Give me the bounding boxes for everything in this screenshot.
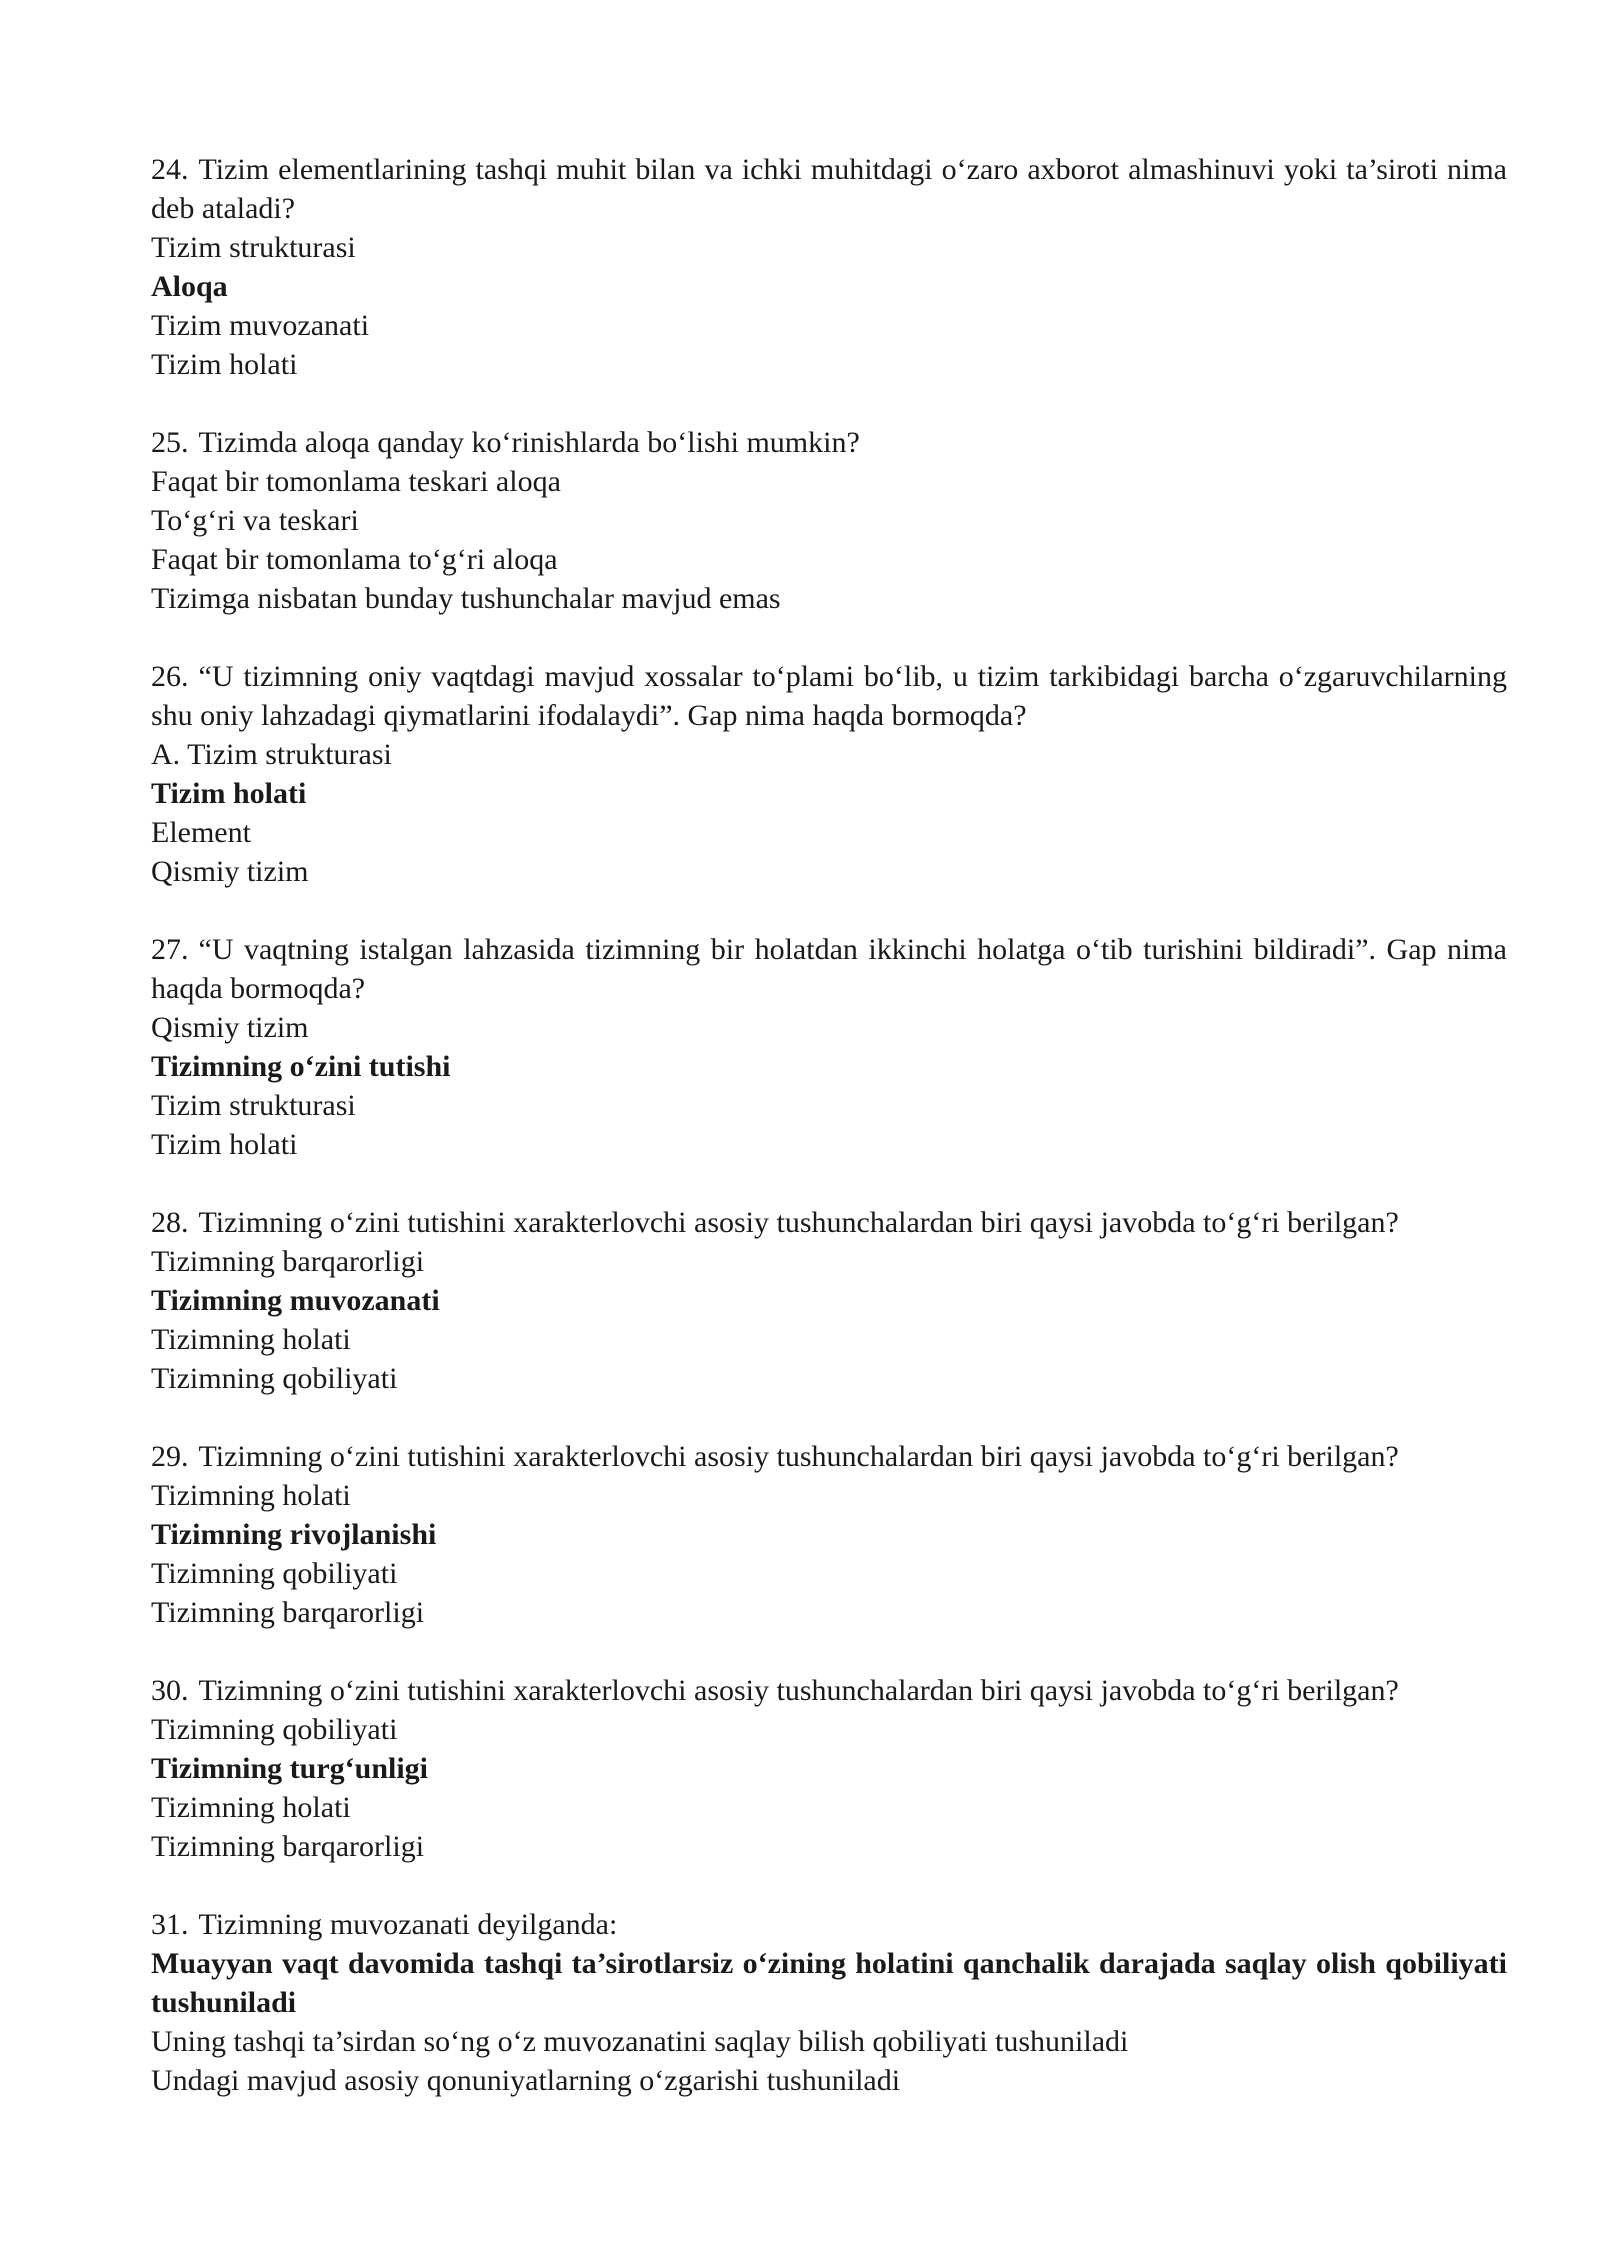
answer-option-correct: Tizimning turg‘unligi: [151, 1752, 429, 1785]
question-text: [151, 1671, 1507, 1710]
answer-option: Tizimning holati: [151, 1323, 351, 1356]
question-text: [151, 657, 1507, 735]
question-31: [151, 1905, 1507, 2100]
question-26: [151, 657, 1507, 891]
answer-option: Uning tashqi ta’sirdan so‘ng o‘z muvozanatini saqlay bilish qobiliyati tushuniladi: [151, 2025, 1129, 2058]
question-body: “U tizimning oniy vaqtdagi mavjud xossalar to‘plami bo‘lib, u tizim tarkibidagi barcha o‘zgaruvchilarning shu oniy lahzadagi qiymatlarini ifodalaydi”. Gap nima haqda bormoqda?: [151, 660, 1507, 732]
question-27: [151, 930, 1507, 1164]
answer-option: A. Tizim strukturasi: [151, 738, 392, 771]
question-body: Tizimda aloqa qanday ko‘rinishlarda bo‘lishi mumkin?: [198, 426, 860, 459]
question-text: [151, 150, 1507, 228]
answer-option-correct: Tizimning muvozanati: [151, 1284, 440, 1317]
question-body: “U vaqtning istalgan lahzasida tizimning bir holatdan ikkinchi holatga o‘tib turishini bildiradi”. Gap nima haqda bormoqda?: [151, 933, 1507, 1005]
question-text: [151, 1203, 1507, 1242]
answer-option: Tizimning barqarorligi: [151, 1245, 425, 1278]
question-30: [151, 1671, 1507, 1866]
question-body: Tizimning o‘zini tutishini xarakterlovchi asosiy tushunchalardan biri qaysi javobda to‘g‘ri berilgan?: [198, 1674, 1399, 1707]
answer-option: Tizimning qobiliyati: [151, 1713, 398, 1746]
question-number: 24.: [151, 153, 189, 186]
answer-option: Tizimning holati: [151, 1791, 351, 1824]
answer-option: Qismiy tizim: [151, 1011, 309, 1044]
question-24: [151, 150, 1507, 384]
question-number: 25.: [151, 426, 189, 459]
answer-option: Tizim muvozanati: [151, 309, 370, 342]
question-number: 28.: [151, 1206, 189, 1239]
question-text: [151, 423, 1507, 462]
question-list: [151, 150, 1507, 2139]
answer-option: Tizimning qobiliyati: [151, 1557, 398, 1590]
question-25: [151, 423, 1507, 618]
answer-option-correct: Aloqa: [151, 270, 228, 303]
answer-option: Tizimning barqarorligi: [151, 1830, 425, 1863]
answer-option: Qismiy tizim: [151, 855, 309, 888]
answer-option: Tizim holati: [151, 1128, 298, 1161]
answer-option: Tizimga nisbatan bunday tushunchalar mavjud emas: [151, 582, 781, 615]
question-text: [151, 1437, 1507, 1476]
answer-option: Tizim strukturasi: [151, 1089, 356, 1122]
answer-option-correct: Tizim holati: [151, 777, 307, 810]
question-body: Tizim elementlarining tashqi muhit bilan va ichki muhitdagi o‘zaro axborot almashinuvi yoki ta’siroti nima deb ataladi?: [151, 153, 1507, 225]
answer-option: To‘g‘ri va teskari: [151, 504, 359, 537]
answer-option: Faqat bir tomonlama to‘g‘ri aloqa: [151, 543, 558, 576]
question-28: [151, 1203, 1507, 1398]
answer-option: Tizimning qobiliyati: [151, 1362, 398, 1395]
question-number: 26.: [151, 660, 189, 693]
question-text: [151, 930, 1507, 1008]
question-number: 29.: [151, 1440, 189, 1473]
answer-option: Faqat bir tomonlama teskari aloqa: [151, 465, 561, 498]
question-29: [151, 1437, 1507, 1632]
question-number: 30.: [151, 1674, 189, 1707]
answer-option-correct: Muayyan vaqt davomida tashqi ta’sirotlarsiz o‘zining holatini qanchalik darajada saqlay olish qobiliyati tushuniladi: [151, 1947, 1507, 2019]
question-text: [151, 1905, 1507, 1944]
answer-option: Element: [151, 816, 251, 849]
answer-option: Tizim strukturasi: [151, 231, 356, 264]
question-body: Tizimning muvozanati deyilganda:: [198, 1908, 618, 1941]
answer-option: Undagi mavjud asosiy qonuniyatlarning o‘zgarishi tushuniladi: [151, 2064, 901, 2097]
question-body: Tizimning o‘zini tutishini xarakterlovchi asosiy tushunchalardan biri qaysi javobda to‘g‘ri berilgan?: [198, 1206, 1399, 1239]
answer-option-correct: Tizimning o‘zini tutishi: [151, 1050, 451, 1083]
answer-option: Tizimning holati: [151, 1479, 351, 1512]
question-body: Tizimning o‘zini tutishini xarakterlovchi asosiy tushunchalardan biri qaysi javobda to‘g‘ri berilgan?: [198, 1440, 1399, 1473]
answer-option-correct: Tizimning rivojlanishi: [151, 1518, 437, 1551]
answer-option: Tizimning barqarorligi: [151, 1596, 425, 1629]
question-number: 27.: [151, 933, 189, 966]
question-number: 31.: [151, 1908, 189, 1941]
answer-option: Tizim holati: [151, 348, 298, 381]
